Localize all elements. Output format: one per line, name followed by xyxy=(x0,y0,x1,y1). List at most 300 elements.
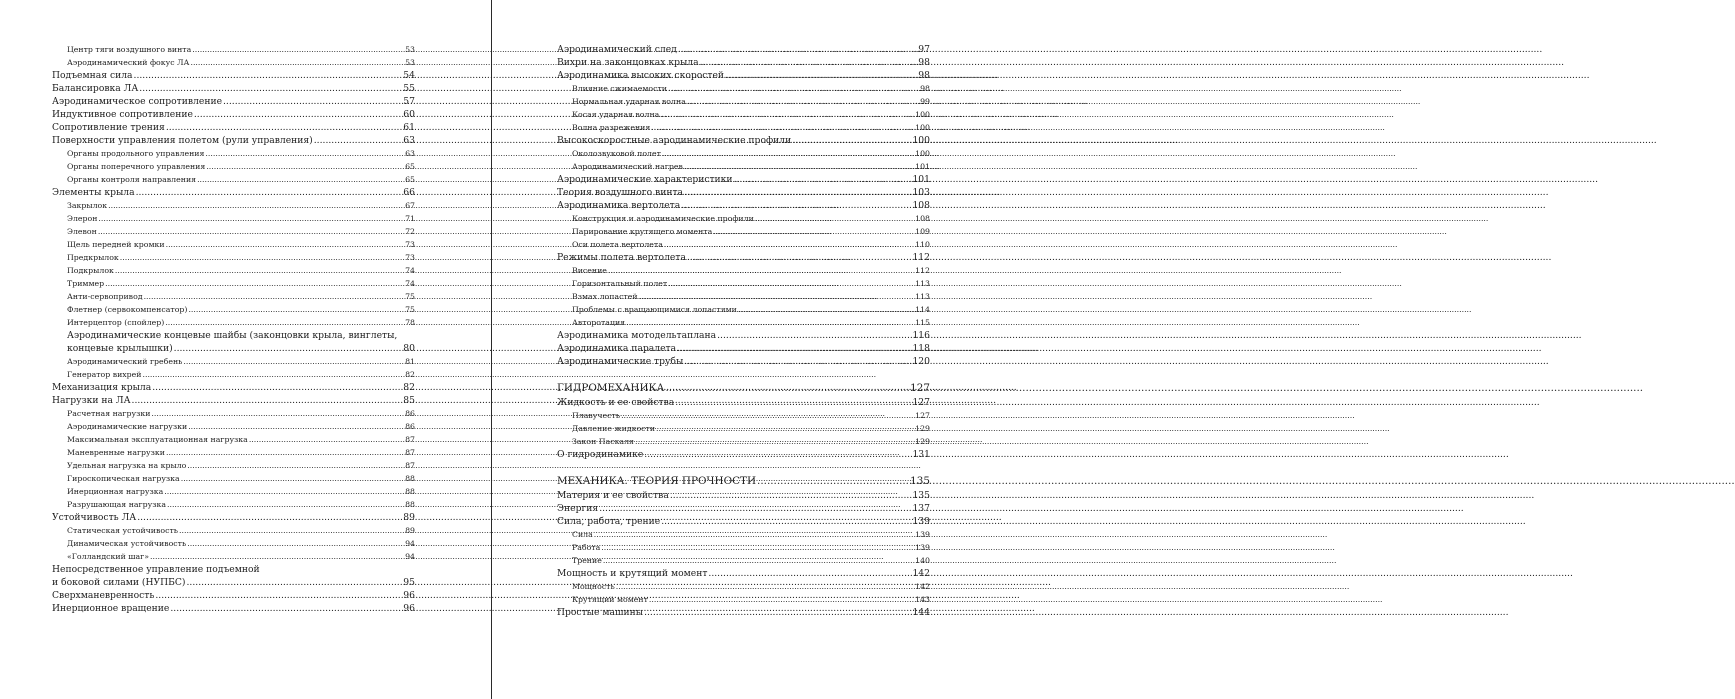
toc-leader-dots xyxy=(143,368,405,381)
toc-entry[interactable] xyxy=(557,355,930,368)
toc-entry[interactable] xyxy=(557,515,930,528)
toc-leader-dots xyxy=(665,380,909,396)
toc-entry[interactable] xyxy=(557,173,930,186)
toc-entry-line xyxy=(67,342,415,355)
left-toc xyxy=(52,43,415,615)
toc-leader-dots xyxy=(150,550,404,563)
toc-page-number: 53 xyxy=(405,45,415,54)
toc-entry[interactable] xyxy=(557,290,930,303)
toc-entry-title: Крутящий момент xyxy=(572,595,648,604)
toc-leader-dots xyxy=(170,602,402,615)
toc-leader-dots xyxy=(120,251,404,264)
toc-page-number: 86 xyxy=(405,409,415,418)
toc-leader-dots xyxy=(717,329,911,342)
toc-page-number: 78 xyxy=(405,318,415,327)
toc-leader-dots xyxy=(139,82,402,95)
toc-entry[interactable] xyxy=(557,329,930,342)
section-gap xyxy=(557,368,930,380)
toc-entry-title: Работа xyxy=(572,543,601,552)
toc-leader-dots xyxy=(181,472,404,485)
toc-entry[interactable] xyxy=(52,316,415,329)
toc-entry[interactable] xyxy=(557,264,930,277)
toc-leader-dots xyxy=(249,433,404,446)
toc-leader-dots xyxy=(651,121,914,134)
toc-entry[interactable] xyxy=(557,160,930,173)
toc-entry[interactable] xyxy=(557,448,930,461)
toc-leader-dots xyxy=(621,409,914,422)
toc-entry[interactable] xyxy=(557,43,930,56)
toc-entry-title: Конструкция и аэродинамические профили xyxy=(572,214,754,223)
toc-page-number: 98 xyxy=(918,57,930,68)
toc-page-number: 74 xyxy=(405,266,415,275)
toc-entry[interactable] xyxy=(52,212,415,225)
toc-entry-title: Разрушающая нагрузка xyxy=(67,500,166,509)
toc-entry[interactable] xyxy=(52,485,415,498)
toc-leader-dots xyxy=(626,316,914,329)
toc-page-number: 94 xyxy=(405,539,415,548)
toc-entry-title: МЕХАНИКА. ТЕОРИЯ ПРОЧНОСТИ xyxy=(557,475,757,487)
toc-page-number: 100 xyxy=(915,110,930,119)
toc-page-number: 139 xyxy=(912,516,930,527)
toc-leader-dots xyxy=(108,199,404,212)
toc-leader-dots xyxy=(660,108,914,121)
toc-entry-title: Расчетная нагрузки xyxy=(67,409,151,418)
toc-entry[interactable] xyxy=(52,511,415,524)
toc-leader-dots xyxy=(115,264,404,277)
toc-entry-title: Плавучесть xyxy=(572,411,621,420)
toc-page-number: 116 xyxy=(912,330,930,341)
toc-entry-title: Органы контроля направления xyxy=(67,175,197,184)
toc-entry-title: Органы продольного управления xyxy=(67,149,205,158)
toc-leader-dots xyxy=(678,43,917,56)
toc-page-number: 127 xyxy=(910,382,930,394)
toc-entry-title: Индуктивное сопротивление xyxy=(52,109,193,120)
toc-leader-dots xyxy=(684,186,911,199)
toc-entry-title: Удельная нагрузка на крыло xyxy=(67,461,187,470)
toc-leader-dots xyxy=(205,147,404,160)
toc-leader-dots xyxy=(608,264,914,277)
toc-page-number: 54 xyxy=(403,70,415,81)
toc-entry[interactable] xyxy=(557,396,930,409)
toc-page-number: 80 xyxy=(403,343,415,354)
toc-page-number: 129 xyxy=(915,437,930,446)
toc-entry-title: Генератор вихрей xyxy=(67,370,142,379)
toc-entry[interactable] xyxy=(52,368,415,381)
toc-leader-dots xyxy=(734,173,912,186)
toc-entry[interactable] xyxy=(557,580,930,593)
toc-leader-dots xyxy=(166,446,404,459)
toc-entry-title: Элерон xyxy=(67,214,98,223)
toc-entry[interactable] xyxy=(557,251,930,264)
toc-entry[interactable] xyxy=(557,238,930,251)
toc-entry-title: Сопротивление трения xyxy=(52,122,165,133)
toc-entry[interactable] xyxy=(557,199,930,212)
toc-entry[interactable] xyxy=(52,199,415,212)
toc-entry[interactable] xyxy=(52,43,415,56)
toc-page-number: 144 xyxy=(912,607,930,618)
toc-leader-dots xyxy=(134,69,403,82)
toc-entry[interactable] xyxy=(52,329,415,355)
toc-entry-title: Авторотация xyxy=(572,318,626,327)
toc-page-number: 89 xyxy=(403,512,415,523)
toc-entry[interactable] xyxy=(52,498,415,511)
toc-entry-title: Трение xyxy=(572,556,602,565)
toc-entry[interactable] xyxy=(557,56,930,69)
toc-entry[interactable] xyxy=(52,550,415,563)
toc-entry-title: Поверхности управления полетом (рули управления) xyxy=(52,135,313,146)
toc-page-number: 95 xyxy=(403,577,415,588)
toc-leader-dots xyxy=(675,396,911,409)
toc-entry-title: «Голландский шаг» xyxy=(67,552,150,561)
toc-entry-title: Аэродинамические характеристики xyxy=(557,174,733,185)
toc-entry-title: Балансировка ЛА xyxy=(52,83,139,94)
toc-entry[interactable] xyxy=(557,473,930,489)
toc-entry[interactable] xyxy=(52,524,415,537)
toc-page-number: 87 xyxy=(405,461,415,470)
toc-entry[interactable] xyxy=(557,489,930,502)
toc-leader-dots xyxy=(677,342,911,355)
toc-leader-dots xyxy=(670,489,912,502)
toc-leader-dots xyxy=(151,407,404,420)
toc-leader-dots xyxy=(755,212,914,225)
toc-page-number: 73 xyxy=(405,253,415,262)
toc-leader-dots xyxy=(644,606,911,619)
toc-leader-dots xyxy=(684,160,914,173)
toc-entry[interactable] xyxy=(52,407,415,420)
toc-entry[interactable] xyxy=(557,69,930,82)
toc-entry[interactable] xyxy=(52,95,415,108)
toc-page-number: 120 xyxy=(912,356,930,367)
toc-page-number: 66 xyxy=(403,187,415,198)
toc-leader-dots xyxy=(166,238,404,251)
toc-entry-title: Аэродинамический фокус ЛА xyxy=(67,58,190,67)
toc-page-number: 55 xyxy=(403,83,415,94)
toc-page-number: 81 xyxy=(405,357,415,366)
toc-entry-title: Проблемы с вращающимися лопастями xyxy=(572,305,737,314)
toc-page-number: 100 xyxy=(915,149,930,158)
toc-entry[interactable] xyxy=(52,173,415,186)
toc-page-number: 143 xyxy=(915,595,930,604)
toc-entry[interactable] xyxy=(557,502,930,515)
toc-entry[interactable] xyxy=(52,589,415,602)
toc-entry-title: Мощность xyxy=(572,582,615,591)
toc-page-number: 85 xyxy=(403,395,415,406)
toc-entry-title: Анти-сервопривод xyxy=(67,292,143,301)
toc-entry-title: Сила, работа, трение xyxy=(557,516,661,527)
toc-leader-dots xyxy=(187,537,404,550)
toc-page-number: 75 xyxy=(405,305,415,314)
toc-entry-title: Теория воздушного винта xyxy=(557,187,684,198)
toc-page-number: 98 xyxy=(920,84,930,93)
toc-entry-title: Динамическая устойчивость xyxy=(67,539,187,548)
toc-page-number: 101 xyxy=(912,174,930,185)
toc-leader-dots xyxy=(656,422,914,435)
toc-entry-title: Статическая устойчивость xyxy=(67,526,179,535)
toc-entry[interactable] xyxy=(52,472,415,485)
toc-entry-title: Режимы полета вертолета xyxy=(557,252,686,263)
toc-page-number: 140 xyxy=(915,556,930,565)
toc-leader-dots xyxy=(98,225,404,238)
toc-entry[interactable] xyxy=(557,342,930,355)
toc-entry-title: Инерционное вращение xyxy=(52,603,170,614)
toc-leader-dots xyxy=(188,420,404,433)
toc-entry[interactable] xyxy=(557,541,930,554)
toc-leader-dots xyxy=(165,316,404,329)
toc-entry-title: Инерционная нагрузка xyxy=(67,487,164,496)
toc-entry-title: О гидродинамике xyxy=(557,449,644,460)
toc-page-number: 101 xyxy=(915,162,930,171)
toc-entry[interactable] xyxy=(52,290,415,303)
toc-page-number: 94 xyxy=(405,552,415,561)
toc-page-number: 100 xyxy=(915,123,930,132)
toc-entry[interactable] xyxy=(52,381,415,394)
toc-entry-title: Жидкость и ее свойства xyxy=(557,397,675,408)
toc-leader-dots xyxy=(616,580,914,593)
toc-entry-title: Механизация крыла xyxy=(52,382,152,393)
toc-entry[interactable] xyxy=(557,606,930,619)
toc-entry-title: Аэродинамические трубы xyxy=(557,356,684,367)
toc-page-number: 75 xyxy=(405,292,415,301)
toc-page-number: 57 xyxy=(403,96,415,107)
toc-leader-dots xyxy=(708,567,911,580)
toc-entry-title: Парирование крутящего момента xyxy=(572,227,713,236)
toc-entry[interactable] xyxy=(557,422,930,435)
toc-page-number: 135 xyxy=(912,490,930,501)
toc-entry-title: Аэродинамика высоких скоростей xyxy=(557,70,725,81)
toc-entry-title: Простые машины xyxy=(557,607,644,618)
toc-entry[interactable] xyxy=(557,212,930,225)
toc-leader-dots xyxy=(144,290,405,303)
toc-entry-title: Аэродинамика вертолета xyxy=(557,200,681,211)
toc-leader-dots xyxy=(192,43,404,56)
toc-entry[interactable] xyxy=(557,121,930,134)
toc-leader-dots xyxy=(594,528,914,541)
toc-entry[interactable] xyxy=(52,186,415,199)
toc-entry-title: Давление жидкости xyxy=(572,424,656,433)
toc-entry-title: Аэродинамический гребень xyxy=(67,357,183,366)
toc-entry[interactable] xyxy=(557,554,930,567)
toc-page-number: 60 xyxy=(403,109,415,120)
toc-leader-dots xyxy=(713,225,914,238)
toc-page-number: 142 xyxy=(915,582,930,591)
toc-entry[interactable] xyxy=(557,567,930,580)
toc-page-number: 110 xyxy=(915,240,930,249)
toc-entry-title: Органы поперечного управления xyxy=(67,162,206,171)
toc-entry[interactable] xyxy=(52,69,415,82)
toc-entry[interactable] xyxy=(52,121,415,134)
toc-entry[interactable] xyxy=(557,225,930,238)
toc-entry-title: Мощность и крутящий момент xyxy=(557,568,708,579)
toc-page-number: 67 xyxy=(405,201,415,210)
toc-entry-title: ГИДРОМЕХАНИКА xyxy=(557,382,665,394)
toc-page-number: 98 xyxy=(918,70,930,81)
toc-leader-dots xyxy=(179,524,404,537)
toc-leader-dots xyxy=(662,147,914,160)
toc-leader-dots xyxy=(174,342,403,355)
toc-page-number: 112 xyxy=(915,266,930,275)
toc-page-number: 96 xyxy=(403,590,415,601)
toc-entry-title: Волна разрежения xyxy=(572,123,651,132)
toc-entry[interactable] xyxy=(52,147,415,160)
toc-entry-title: Горизонтальный полет xyxy=(572,279,668,288)
toc-entry-title: Гироскопическая нагрузка xyxy=(67,474,180,483)
toc-entry[interactable] xyxy=(52,303,415,316)
toc-page-number: 89 xyxy=(405,526,415,535)
toc-entry-title: Косая ударная волна xyxy=(572,110,660,119)
toc-entry[interactable] xyxy=(557,528,930,541)
toc-page-number: 53 xyxy=(405,58,415,67)
toc-entry[interactable] xyxy=(557,277,930,290)
toc-entry[interactable] xyxy=(557,95,930,108)
toc-leader-dots xyxy=(649,593,914,606)
toc-page-number: 99 xyxy=(920,97,930,106)
toc-page-number: 82 xyxy=(403,382,415,393)
toc-entry-title: Аэродинамический нагрев xyxy=(572,162,683,171)
toc-leader-dots xyxy=(792,134,911,147)
toc-entry[interactable] xyxy=(52,56,415,69)
toc-entry-title: Нагрузки на ЛА xyxy=(52,395,131,406)
toc-entry[interactable] xyxy=(52,355,415,368)
toc-entry-title: Аэродинамические нагрузки xyxy=(67,422,188,431)
toc-entry[interactable] xyxy=(557,316,930,329)
toc-entry-title: Оси полета вертолета xyxy=(572,240,663,249)
toc-leader-dots xyxy=(687,251,912,264)
toc-entry[interactable] xyxy=(557,134,930,147)
toc-entry-title: Максимальная эксплуатационная нагрузка xyxy=(67,435,248,444)
toc-entry-title: Сверхманевренность xyxy=(52,590,155,601)
toc-leader-dots xyxy=(187,459,404,472)
toc-entry-title: Аэродинамика мотодельтаплана xyxy=(557,330,717,341)
toc-entry-title: Влияние сжимаемости xyxy=(572,84,667,93)
toc-entry-title: Флетнер (сервокомпенсатор) xyxy=(67,305,188,314)
toc-entry[interactable] xyxy=(557,186,930,199)
toc-entry-title-cont: концевые крылышки) xyxy=(67,343,173,354)
toc-page-number: 115 xyxy=(915,318,930,327)
toc-leader-dots xyxy=(194,108,402,121)
toc-page-number: 142 xyxy=(912,568,930,579)
toc-entry[interactable] xyxy=(52,264,415,277)
toc-entry[interactable] xyxy=(52,277,415,290)
toc-entry-title: Аэродинамика паралета xyxy=(557,343,677,354)
toc-page-number: 118 xyxy=(912,343,930,354)
toc-entry[interactable] xyxy=(52,251,415,264)
toc-leader-dots xyxy=(132,394,403,407)
toc-page-number: 112 xyxy=(912,252,930,263)
toc-leader-dots xyxy=(700,56,918,69)
toc-leader-dots xyxy=(725,69,917,82)
toc-entry-title: Закрылок xyxy=(67,201,108,210)
toc-entry-title: Материя и ее свойства xyxy=(557,490,669,501)
toc-leader-dots xyxy=(137,511,402,524)
toc-entry[interactable] xyxy=(52,225,415,238)
toc-entry[interactable] xyxy=(52,602,415,615)
toc-entry-title: Устойчивость ЛА xyxy=(52,512,137,523)
toc-entry-title: Маневренные нагрузки xyxy=(67,448,165,457)
toc-entry[interactable] xyxy=(52,537,415,550)
toc-entry[interactable] xyxy=(52,446,415,459)
toc-entry-title: Взмах лопастей xyxy=(572,292,638,301)
toc-entry-title: Вихри на законцовках крыла xyxy=(557,57,699,68)
toc-entry[interactable] xyxy=(52,459,415,472)
toc-entry[interactable] xyxy=(52,394,415,407)
toc-entry[interactable] xyxy=(557,593,930,606)
toc-page-number: 108 xyxy=(915,214,930,223)
toc-leader-dots xyxy=(687,95,919,108)
toc-entry[interactable] xyxy=(52,420,415,433)
toc-page-number: 88 xyxy=(405,487,415,496)
toc-leader-dots xyxy=(668,277,914,290)
toc-entry[interactable] xyxy=(52,160,415,173)
toc-entry-title: Щель передней кромки xyxy=(67,240,165,249)
toc-page-number: 113 xyxy=(915,292,930,301)
toc-entry-title: Непосредственное управление подъемной xyxy=(52,564,260,575)
toc-leader-dots xyxy=(644,448,911,461)
toc-entry[interactable] xyxy=(52,238,415,251)
toc-leader-dots xyxy=(664,238,914,251)
toc-entry[interactable] xyxy=(557,380,930,396)
toc-leader-dots xyxy=(164,485,404,498)
toc-page-number: 87 xyxy=(405,448,415,457)
toc-entry[interactable] xyxy=(52,563,415,589)
toc-leader-dots xyxy=(684,355,911,368)
toc-entry[interactable] xyxy=(52,433,415,446)
toc-leader-dots xyxy=(190,56,404,69)
toc-entry[interactable] xyxy=(52,108,415,121)
toc-leader-dots xyxy=(639,290,915,303)
toc-page-number: 88 xyxy=(405,500,415,509)
toc-leader-dots xyxy=(98,212,404,225)
toc-entry[interactable] xyxy=(557,82,930,95)
toc-page-number: 97 xyxy=(918,44,930,55)
toc-entry-title: Закон Паскаля xyxy=(572,437,634,446)
toc-page-number: 113 xyxy=(915,279,930,288)
toc-page-number: 61 xyxy=(403,122,415,133)
toc-entry-title: Сила xyxy=(572,530,593,539)
toc-page-number: 131 xyxy=(912,449,930,460)
toc-leader-dots xyxy=(167,498,404,511)
toc-entry-title: Интерцептор (спойлер) xyxy=(67,318,165,327)
toc-page-number: 127 xyxy=(915,411,930,420)
toc-entry[interactable] xyxy=(557,435,930,448)
toc-entry[interactable] xyxy=(557,303,930,316)
toc-page-number: 108 xyxy=(912,200,930,211)
toc-entry[interactable] xyxy=(52,82,415,95)
toc-page-number: 103 xyxy=(912,187,930,198)
toc-leader-dots xyxy=(105,277,404,290)
toc-entry-title: Нормальная ударная волна xyxy=(572,97,686,106)
right-toc xyxy=(557,43,930,619)
toc-entry[interactable] xyxy=(52,134,415,147)
toc-entry-title: Триммер xyxy=(67,279,105,288)
toc-entry-title: Энергия xyxy=(557,503,599,514)
toc-leader-dots xyxy=(136,186,403,199)
toc-page-number: 63 xyxy=(405,149,415,158)
toc-leader-dots xyxy=(152,381,402,394)
toc-entry[interactable] xyxy=(557,409,930,422)
toc-page-number: 74 xyxy=(405,279,415,288)
toc-page-number: 86 xyxy=(405,422,415,431)
toc-leader-dots xyxy=(188,303,404,316)
toc-entry-title: Элементы крыла xyxy=(52,187,135,198)
toc-entry[interactable] xyxy=(557,108,930,121)
toc-entry-title: Предкрылок xyxy=(67,253,119,262)
toc-entry-title: Аэродинамические концевые шайбы (законцовки крыла, винглеты, xyxy=(67,330,398,341)
toc-entry-title: Аэродинамический след xyxy=(557,44,677,55)
toc-entry[interactable] xyxy=(557,147,930,160)
toc-page-number: 100 xyxy=(912,135,930,146)
toc-entry-title: Висение xyxy=(572,266,607,275)
toc-page-number: 137 xyxy=(912,503,930,514)
